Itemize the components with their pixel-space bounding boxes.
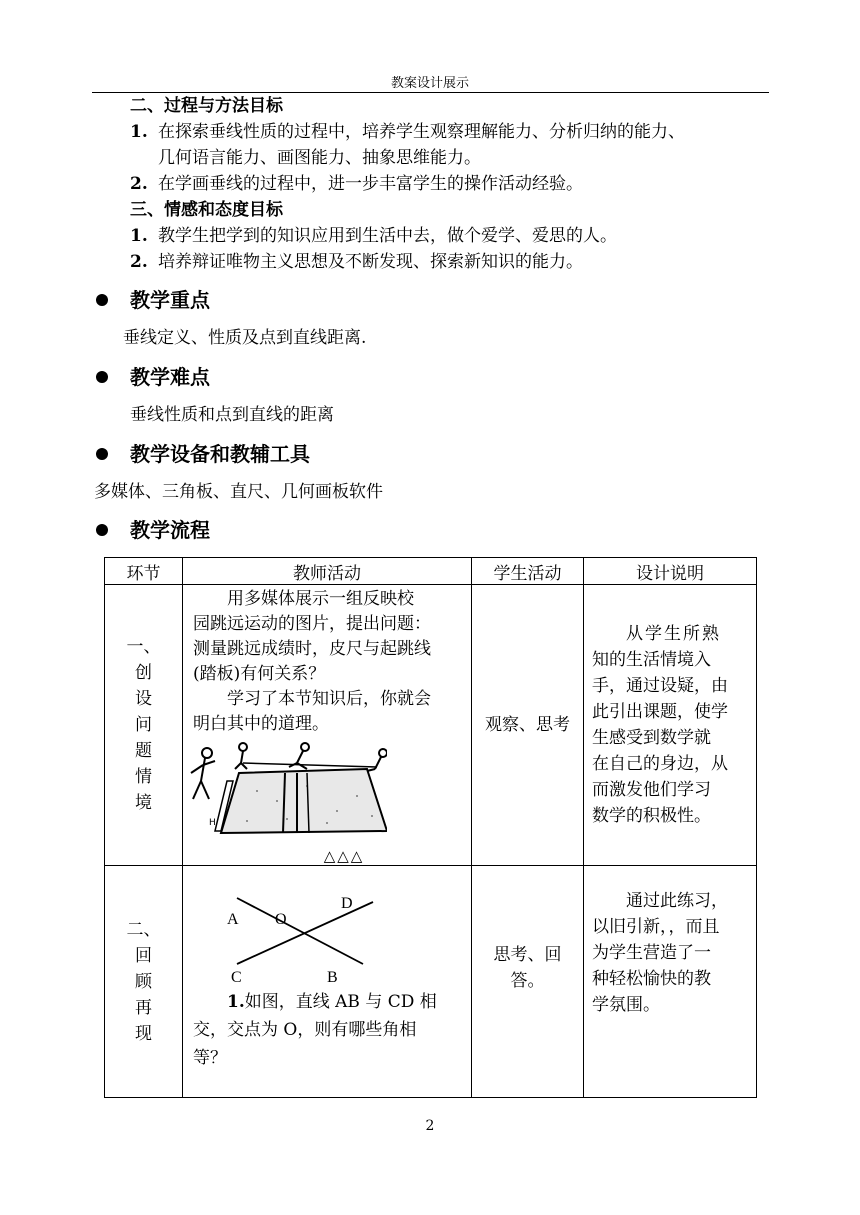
triangle-marks: △△△ xyxy=(323,847,365,865)
header-teacher: 教师活动 xyxy=(183,558,472,585)
header-design: 设计说明 xyxy=(584,558,757,585)
stage-cell: 二、 回 顾 再 现 xyxy=(105,866,183,1098)
teaching-flow-table xyxy=(104,557,757,1098)
bullet-dot-icon xyxy=(96,371,108,383)
difficulty-text: 垂线性质和点到直线的距离 xyxy=(130,405,334,425)
emotion-goal-2: 2. 培养辩证唯物主义思想及不断发现、探索新知识的能力。 xyxy=(130,252,583,272)
intersecting-lines-figure xyxy=(223,884,403,984)
student-activity-cell: 思考、回 答。 xyxy=(472,866,584,1098)
svg-text:H: H xyxy=(209,818,216,828)
label-o: O xyxy=(275,911,287,928)
difficulty-heading: 教学难点 xyxy=(96,362,210,392)
table-row xyxy=(105,585,757,866)
header-stage: 环节 xyxy=(105,558,183,585)
student-activity-cell: 观察、思考 xyxy=(472,585,584,866)
emotion-goal-1: 1. 教学生把学到的知识应用到生活中去，做个爱学、爱思的人。 xyxy=(130,226,617,246)
process-goal-1: 1. 在探索垂线性质的过程中，培养学生观察理解能力、分析归纳的能力、 xyxy=(130,122,685,142)
label-b: B xyxy=(327,969,338,984)
teacher-activity-cell: 用多媒体展示一组反映校 园跳远运动的图片，提出问题： 测量跳远成绩时，皮尺与起跳线 (踏板)有何关系？ 学习了本节知识后，你就会 明白其中的道理。 H △△△ xyxy=(183,585,472,866)
teacher-activity-cell: A O D C B 1.如图，直线 AB 与 CD 相 交，交点为 O，则有哪些角相 等？ xyxy=(183,866,472,1098)
table-row xyxy=(105,866,757,1098)
equipment-heading: 教学设备和教辅工具 xyxy=(96,439,310,469)
emotion-goals-heading: 三、情感和态度目标 xyxy=(130,200,283,220)
page-number: 2 xyxy=(425,1118,435,1134)
design-notes-cell: 从学生所熟 知的生活情境入 手，通过设疑，由 此引出课题，使学 生感受到数学就 在自己的身边，从 而激发他们学习 数学的积极性。 xyxy=(584,585,757,866)
flow-heading: 教学流程 xyxy=(96,515,210,545)
stage-cell: 一、 创 设 问 题 情 境 xyxy=(105,585,183,866)
header-student: 学生活动 xyxy=(472,558,584,585)
process-goal-1-cont: 几何语言能力、画图能力、抽象思维能力。 xyxy=(158,148,481,168)
key-point-text: 垂线定义、性质及点到直线距离. xyxy=(123,328,367,348)
page-header: 教案设计展示 xyxy=(390,76,469,91)
equipment-text: 多媒体、三角板、直尺、几何画板软件 xyxy=(94,482,383,502)
label-d: D xyxy=(341,895,353,912)
bullet-dot-icon xyxy=(96,524,108,536)
process-goals-heading: 二、过程与方法目标 xyxy=(130,96,283,116)
design-notes-cell: 通过此练习， 以旧引新，，而且 为学生营造了一 种轻松愉快的教 学氛围。 xyxy=(584,866,757,1098)
label-c: C xyxy=(231,969,242,984)
bullet-dot-icon xyxy=(96,448,108,460)
process-goal-2: 2. 在学画垂线的过程中，进一步丰富学生的操作活动经验。 xyxy=(130,174,583,194)
bullet-dot-icon xyxy=(96,294,108,306)
label-a: A xyxy=(227,911,239,928)
key-point-heading: 教学重点 xyxy=(96,285,210,315)
table-header-row xyxy=(105,558,757,585)
long-jump-illustration xyxy=(187,741,387,847)
